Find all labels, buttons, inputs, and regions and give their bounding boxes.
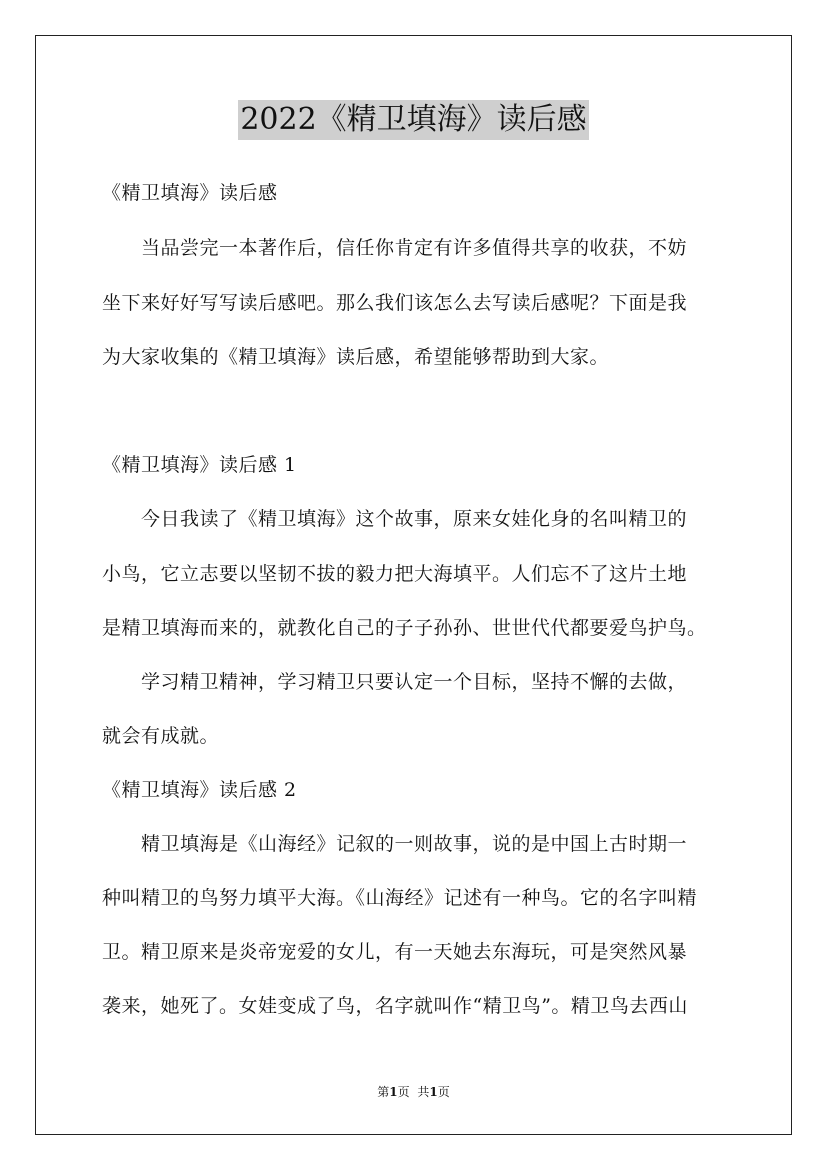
paragraph-line: 是精卫填海而来的，就教化自己的子子孙孙、世世代代都要爱鸟护鸟。 [102, 617, 707, 639]
section-heading: 《精卫填海》读后感 2 [102, 779, 297, 801]
page-prefix: 第 [377, 1085, 390, 1099]
paragraph-line: 就会有成就。 [102, 725, 220, 747]
paragraph-line: 坐下来好好写写读后感吧。那么我们该怎么去写读后感呢？下面是我 [102, 292, 688, 314]
document-title: 2022《精卫填海》读后感 [238, 100, 588, 140]
total-prefix: 共 [417, 1085, 430, 1099]
paragraph-line: 当品尝完一本著作后，信任你肯定有许多值得共享的收获，不妨 [141, 237, 688, 259]
paragraph-line: 为大家收集的《精卫填海》读后感，希望能够帮助到大家。 [102, 346, 610, 368]
paragraph-line: 卫。精卫原来是炎帝宠爱的女儿，有一天她去东海玩，可是突然风暴 [102, 941, 688, 963]
paragraph-line: 学习精卫精神，学习精卫只要认定一个目标，坚持不懈的去做， [141, 671, 688, 693]
paragraph-line: 精卫填海是《山海经》记叙的一则故事，说的是中国上古时期一 [141, 833, 688, 855]
section-heading: 《精卫填海》读后感 1 [102, 454, 297, 476]
paragraph-line: 今日我读了《精卫填海》这个故事，原来女娃化身的名叫精卫的 [141, 508, 688, 530]
page-suffix: 页 [397, 1085, 410, 1099]
paragraph-line: 袭来，她死了。女娃变成了鸟，名字就叫作“精卫鸟”。精卫鸟去西山 [102, 995, 688, 1017]
page-number: 1 [389, 1085, 398, 1099]
title-container [0, 100, 827, 140]
section-heading: 《精卫填海》读后感 [102, 182, 278, 204]
total-pages: 1 [429, 1085, 438, 1099]
paragraph-line: 种叫精卫的鸟努力填平大海。《山海经》记述有一种鸟。它的名字叫精 [102, 887, 698, 909]
page-footer [0, 1084, 827, 1100]
total-suffix: 页 [437, 1085, 450, 1099]
paragraph-line: 小鸟，它立志要以坚韧不拔的毅力把大海填平。人们忘不了这片土地 [102, 563, 688, 585]
